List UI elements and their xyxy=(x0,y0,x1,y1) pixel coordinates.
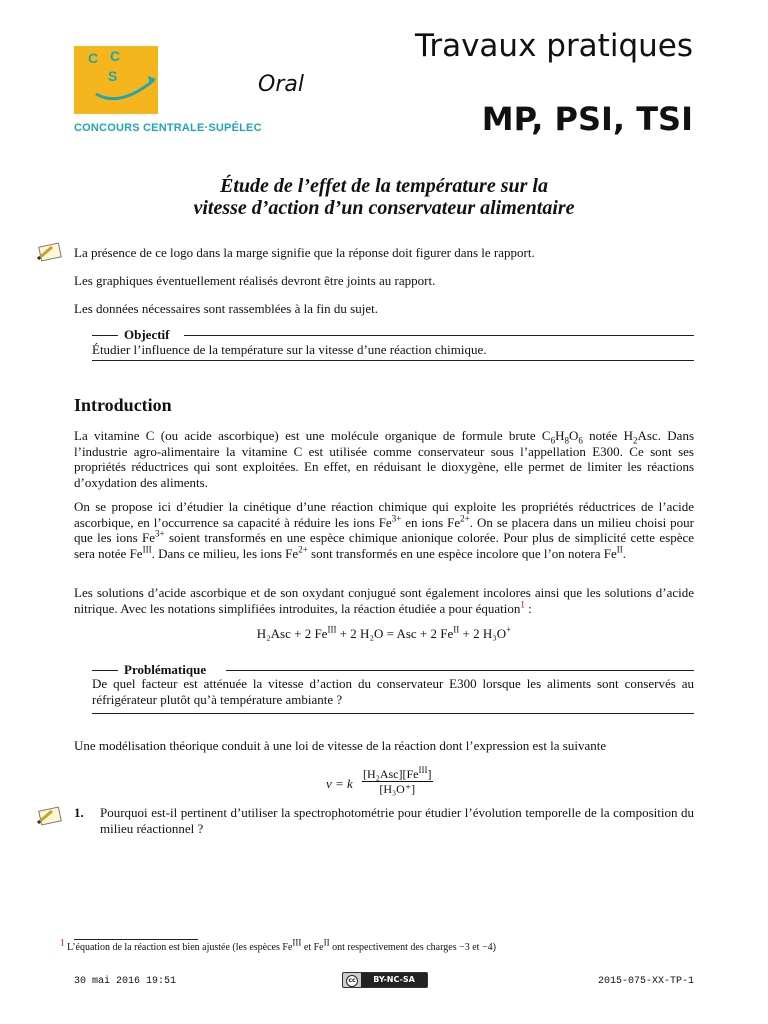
intro-paragraph-1: La vitamine C (ou acide ascorbique) est une molécule organique de formule brute $C_6H_8O_6$ notée $H_2Asc$. Dans l’industrie agro-alimentaire la vitamine C est utilisée comme conservateur sous l’appellation E300. Ce sont ses propriétés réductrices qui sont exploitées. En effet, en réduisant le dioxygène, elle permet de limiter les réactions d’oxydation des aliments. xyxy=(74,428,695,491)
oral-label: Oral xyxy=(258,72,304,97)
rate-law-numerator: $[H_2Asc][Fe^{III}]$ xyxy=(363,765,432,781)
logo-letter-s: S xyxy=(108,68,118,84)
logo-letter-c2: C xyxy=(110,48,121,64)
rate-law-fraction xyxy=(362,765,433,796)
intro-note-1: La présence de ce logo dans la marge signifie que la réponse doit figurer dans le rapport. xyxy=(74,245,535,260)
document-title xyxy=(74,175,694,219)
reaction-equation: H₂Asc + 2 $Fe^{III} + 2$ H₂O = Asc + 2 $Fe^{II} + 2$ H₃O+ xyxy=(256,624,512,641)
modelisation-text: Une modélisation théorique conduit à une loi de vitesse de la réaction dont l’expression est la suivante xyxy=(74,738,607,753)
footnote-ref: 1 xyxy=(520,599,525,610)
filiere-title: MP, PSI, TSI xyxy=(481,100,693,138)
tp-title: Travaux pratiques xyxy=(414,28,693,64)
logo-swoosh-icon xyxy=(74,46,158,114)
intro-note-3: Les données nécessaires sont rassemblées à la fin du sujet. xyxy=(74,301,378,316)
objectif-rule-right xyxy=(184,335,694,336)
cc-license-label: BY-NC-SA xyxy=(361,973,427,987)
concours-logo xyxy=(74,46,158,114)
footnote-rule xyxy=(74,939,198,940)
question-1-number: 1. xyxy=(74,805,84,820)
objectif-rule-bottom xyxy=(92,360,694,361)
objectif-rule-left xyxy=(92,335,118,336)
problematique-rule-left xyxy=(92,670,118,671)
footer-code: 2015-075-XX-TP-1 xyxy=(597,976,694,987)
pencil-report-icon xyxy=(34,242,64,262)
problematique-rule-right xyxy=(226,670,694,671)
intro-note-2: Les graphiques éventuellement réalisés devront être joints au rapport. xyxy=(74,273,436,288)
footnote-text: $^1$ L’équation de la réaction est bien ajustée (les espèces $Fe^{III}$ et $Fe^{II}$ ont respectivement des charges −3 et −4) xyxy=(60,937,496,953)
rate-law-v: v = k xyxy=(326,776,353,791)
introduction-heading: Introduction xyxy=(74,395,172,415)
cc-license-badge xyxy=(342,972,428,988)
problematique-rule-bottom xyxy=(92,713,694,714)
footer-date: 30 mai 2016 19:51 xyxy=(74,976,177,987)
rate-law-denominator: [H₃O⁺] xyxy=(379,782,416,796)
cc-icon: cc xyxy=(346,975,358,987)
intro-paragraph-2: On se propose ici d’étudier la cinétique d’une réaction chimique qui exploite les propriétés réductrices de l’acide ascorbique, en l’occurrence sa capacité à réduire les ions $Fe^{3+}$ en ions $Fe^{2+}$. On se placera dans un milieu choisi pour que les ions $Fe^{3+}$ soient transformés en une espèce chimique anionique colorée. Pour plus de simplicité cette espèce sera notée $Fe^{III}$. Dans ce milieu, les ions $Fe^{2+}$ sont transformés en une espèce incolore que l’on notera $Fe^{II}$. xyxy=(74,499,695,562)
objectif-text: Étudier l’influence de la température sur la vitesse d’une réaction chimique. xyxy=(92,342,487,357)
problematique-text: De quel facteur est atténuée la vitesse d’action du conservateur E300 lorsque les aliments sont conservés au réfrigérateur plutôt qu’à température ambiante ? xyxy=(92,676,694,707)
pencil-report-icon xyxy=(34,806,64,826)
problematique-label: Problématique xyxy=(124,662,207,677)
title-line-1: Étude de l’effet de la température sur la xyxy=(220,175,548,197)
logo-caption: CONCOURS CENTRALE·SUPÉLEC xyxy=(74,122,262,134)
logo-letter-c1: C xyxy=(88,50,99,66)
objectif-label: Objectif xyxy=(124,327,170,342)
intro-paragraph-3: Les solutions d’acide ascorbique et de son oxydant conjugué sont également incolores ainsi que les solutions d’acide nitrique. Avec les notations simplifiées introduites, la réaction étudiée a pour équation$^1$ : xyxy=(74,585,694,616)
question-1-text: Pourquoi est-il pertinent d’utiliser la spectrophotométrie pour étudier l’évolution temporelle de la composition du milieu réactionnel ? xyxy=(100,805,694,836)
title-line-2: vitesse d’action d’un conservateur alimentaire xyxy=(193,197,575,219)
